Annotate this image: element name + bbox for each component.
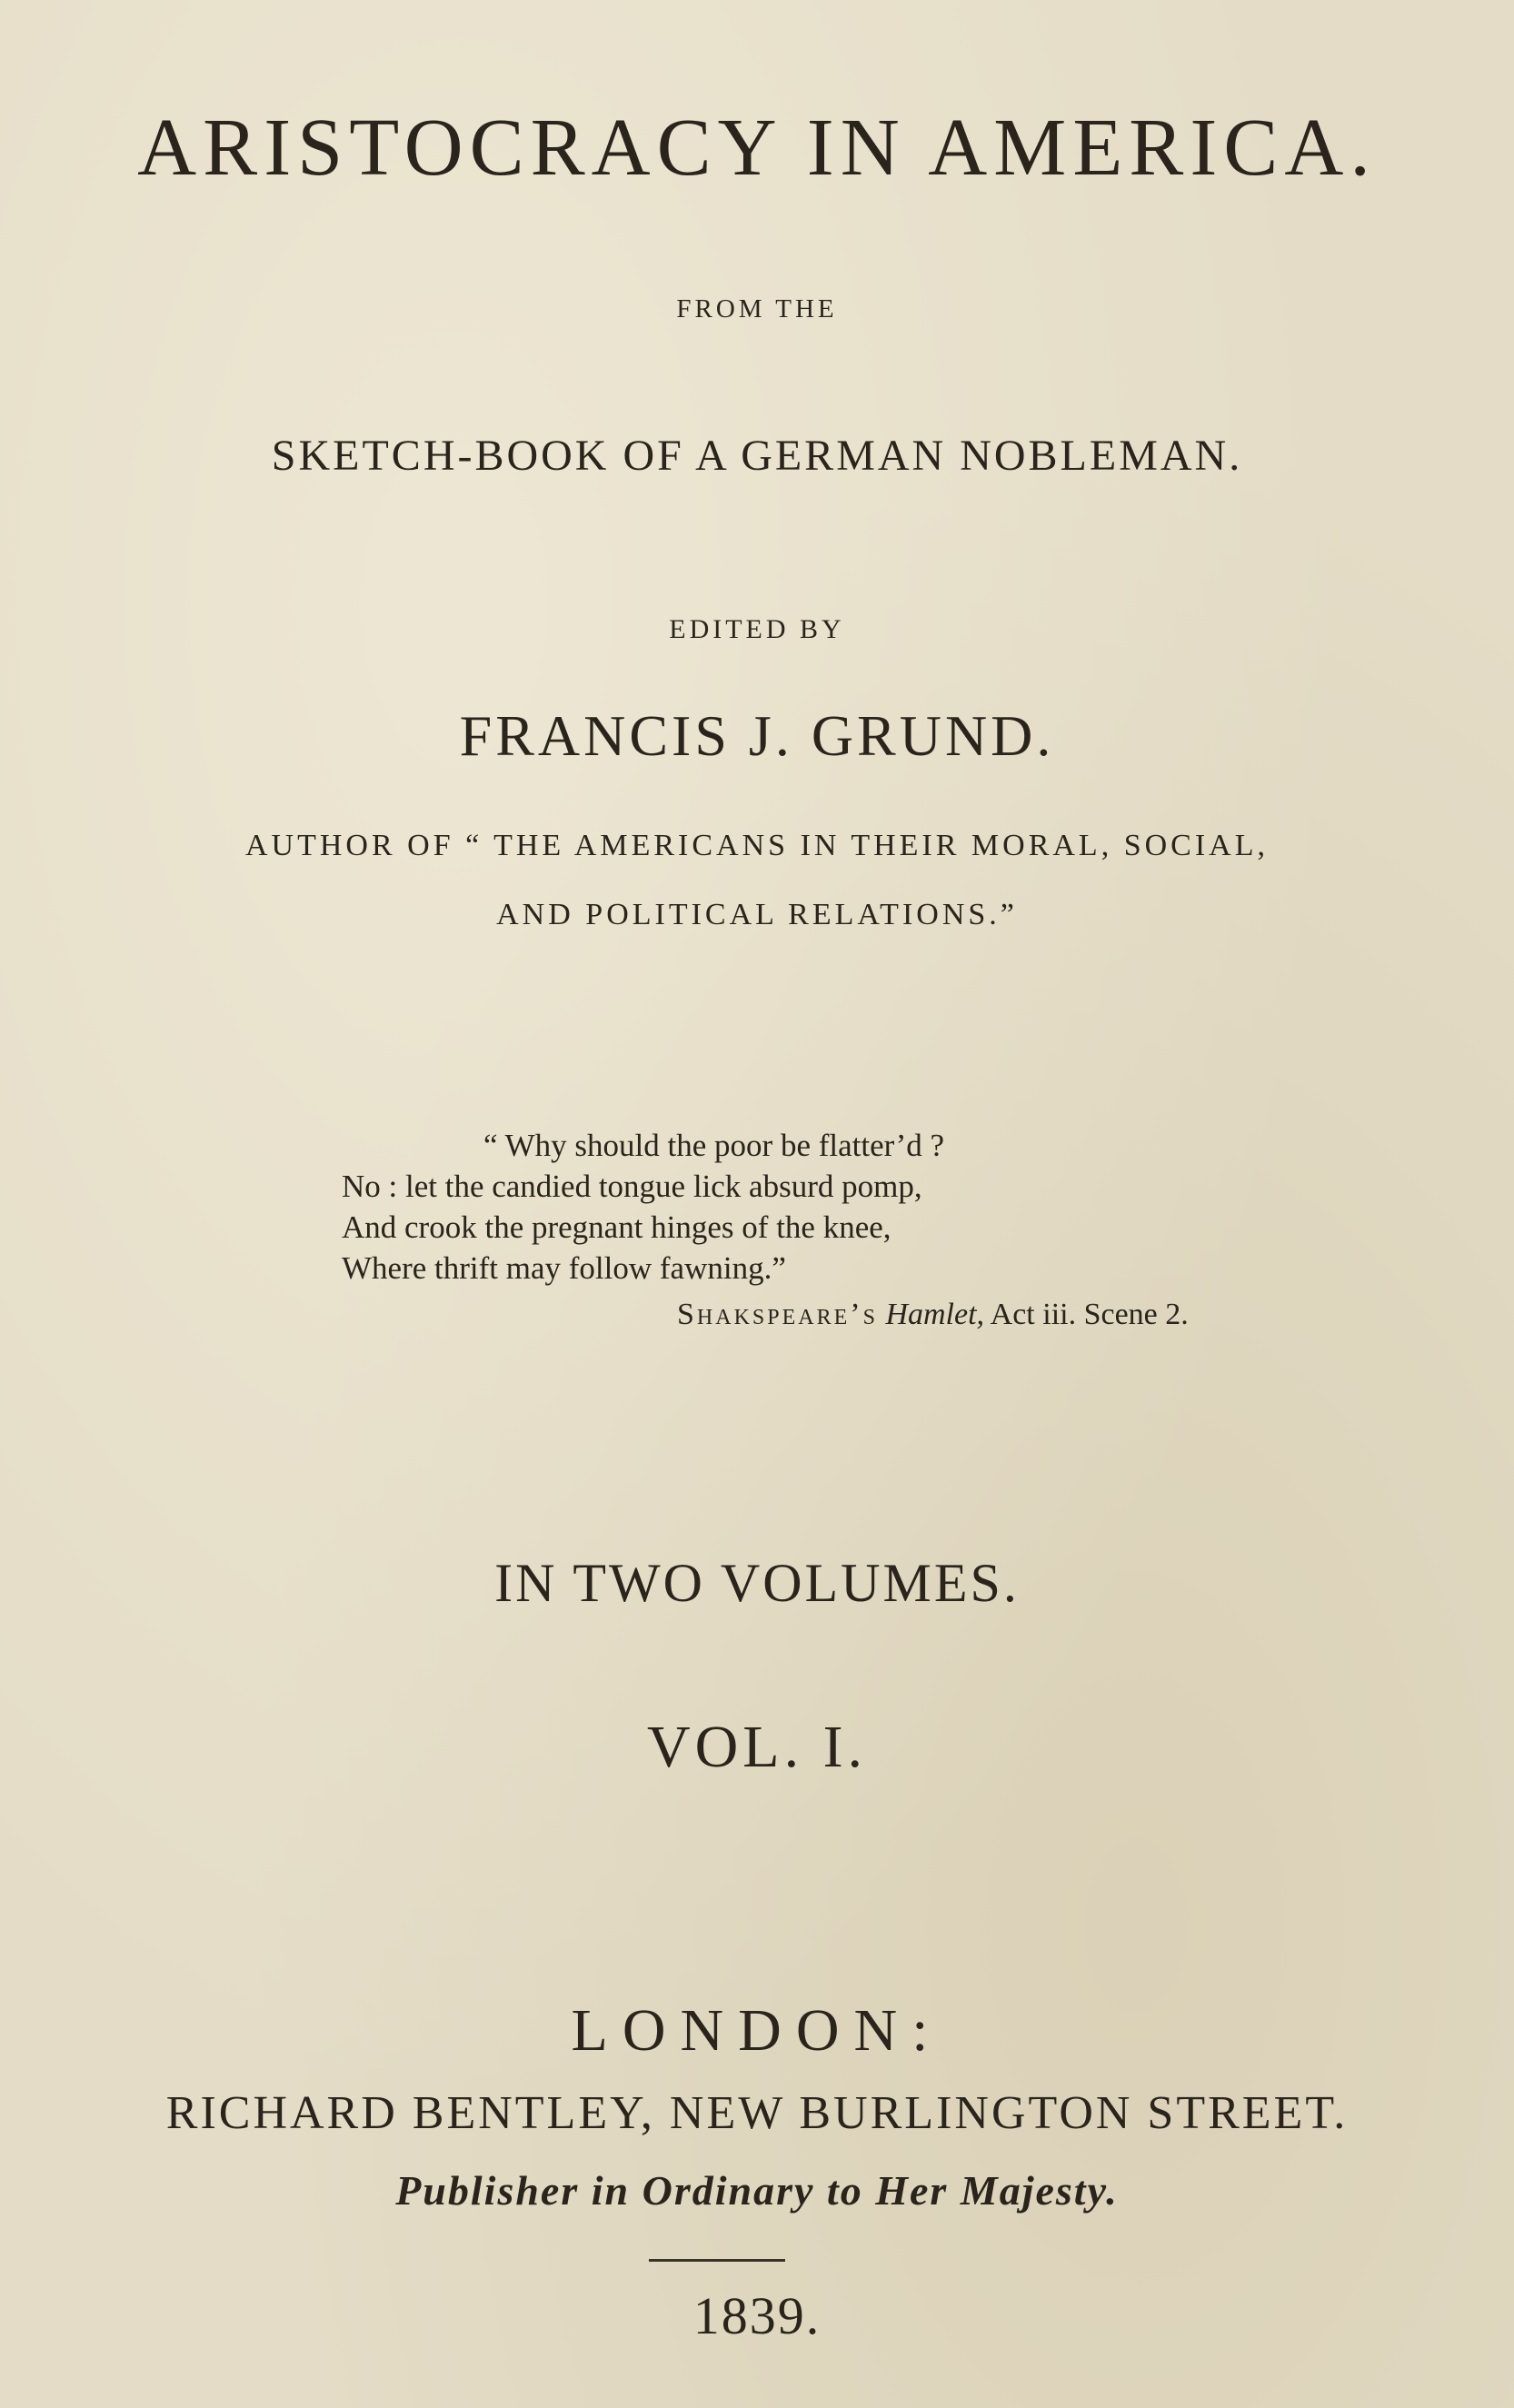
imprint-year: 1839. (692, 2286, 822, 2345)
volume-number: VOL. I. (646, 1714, 868, 1780)
divider-rule (649, 2259, 785, 2262)
epigraph-attribution (677, 1299, 1189, 1330)
author-credit-line-1: AUTHOR OF “ THE AMERICANS IN THEIR MORAL, SOCIAL, (245, 829, 1269, 862)
epigraph (342, 1125, 1387, 1289)
epigraph-line: “ Why should the poor be flatter’d ? (483, 1128, 945, 1163)
edited-by-label: EDITED BY (669, 614, 845, 644)
imprint-publisher: RICHARD BENTLEY, NEW BURLINGTON STREET. (165, 2087, 1349, 2139)
from-the-label: FROM THE (676, 294, 838, 323)
imprint-publisher-note: Publisher in Ordinary to Her Majesty. (395, 2167, 1119, 2214)
volume-count: IN TWO VOLUMES. (494, 1553, 1020, 1613)
editor-name: FRANCIS J. GRUND. (459, 703, 1055, 768)
attribution-author: Shakspeare’s (677, 1298, 878, 1331)
author-credit-line-2: AND POLITICAL RELATIONS.” (496, 898, 1018, 931)
book-title: ARISTOCRACY IN AMERICA. (137, 103, 1377, 193)
book-subtitle: SKETCH-BOOK OF A GERMAN NOBLEMAN. (271, 432, 1243, 480)
epigraph-line: And crook the pregnant hinges of the knee, (342, 1209, 891, 1245)
attribution-location: Act iii. Scene 2. (990, 1298, 1189, 1331)
attribution-work: Hamlet, (885, 1298, 985, 1331)
epigraph-line: Where thrift may follow fawning.” (342, 1250, 786, 1286)
imprint-city: LONDON: (571, 1997, 943, 2064)
epigraph-line: No : let the candied tongue lick absurd pomp, (342, 1169, 922, 1204)
